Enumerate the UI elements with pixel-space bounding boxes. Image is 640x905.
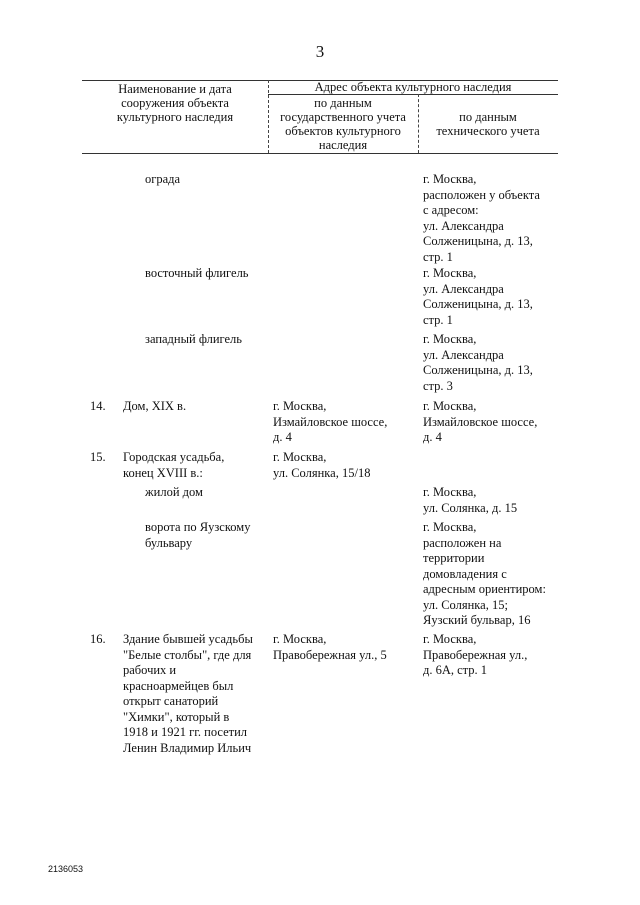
- row-tech-address: г. Москва, ул. Солянка, д. 15: [423, 485, 518, 515]
- row-name: ворота по Яузскому бульвару: [145, 520, 251, 550]
- row-name: жилой дом: [145, 485, 203, 499]
- row-name: Дом, XIX в.: [123, 399, 187, 413]
- header-address-group: Адрес объекта культурного наследия: [314, 80, 512, 94]
- address-subheader-rule: [268, 94, 558, 95]
- row-tech-address: г. Москва, расположен у объекта с адресом: ул. Александра Солженицына, д. 13, стр. 1: [423, 172, 540, 264]
- document-code: 2136053: [48, 864, 84, 874]
- row-tech-address: г. Москва, Правобережная ул., д. 6А, стр. 1: [423, 632, 528, 677]
- page-number: 3: [315, 42, 325, 61]
- row-number: 15.: [90, 450, 106, 464]
- row-tech-address: г. Москва, расположен на территории домовладения с адресным ориентиром: ул. Солянка, 15; Яузский бульвар, 16: [423, 520, 546, 627]
- row-state-address: г. Москва, ул. Солянка, 15/18: [273, 450, 371, 480]
- row-state-address: г. Москва, Измайловское шоссе, д. 4: [273, 399, 388, 444]
- row-number: 16.: [90, 632, 106, 646]
- row-tech-address: г. Москва, Измайловское шоссе, д. 4: [423, 399, 538, 444]
- row-name: Городская усадьба, конец XVIII в.:: [123, 450, 225, 480]
- row-tech-address: г. Москва, ул. Александра Солженицына, д. 13, стр. 3: [423, 332, 533, 393]
- header-bottom-rule: [82, 153, 558, 154]
- row-name: Здание бывшей усадьбы "Белые столбы", где для рабочих и красноармейцев был открыт санаторий "Химки", который в 1918 и 1921 гг. посетил Ленин Владимир Ильич: [123, 632, 253, 755]
- row-name: восточный флигель: [145, 266, 249, 280]
- row-name: западный флигель: [145, 332, 242, 346]
- header-technical-registry: по данным технического учета: [436, 110, 540, 138]
- header-state-registry: по данным государственного учета объектов культурного наследия: [280, 96, 406, 152]
- row-number: 14.: [90, 399, 106, 413]
- row-name: ограда: [145, 172, 181, 186]
- row-tech-address: г. Москва, ул. Александра Солженицына, д. 13, стр. 1: [423, 266, 533, 327]
- row-state-address: г. Москва, Правобережная ул., 5: [273, 632, 387, 662]
- header-name-date: Наименование и дата сооружения объекта культурного наследия: [116, 82, 234, 124]
